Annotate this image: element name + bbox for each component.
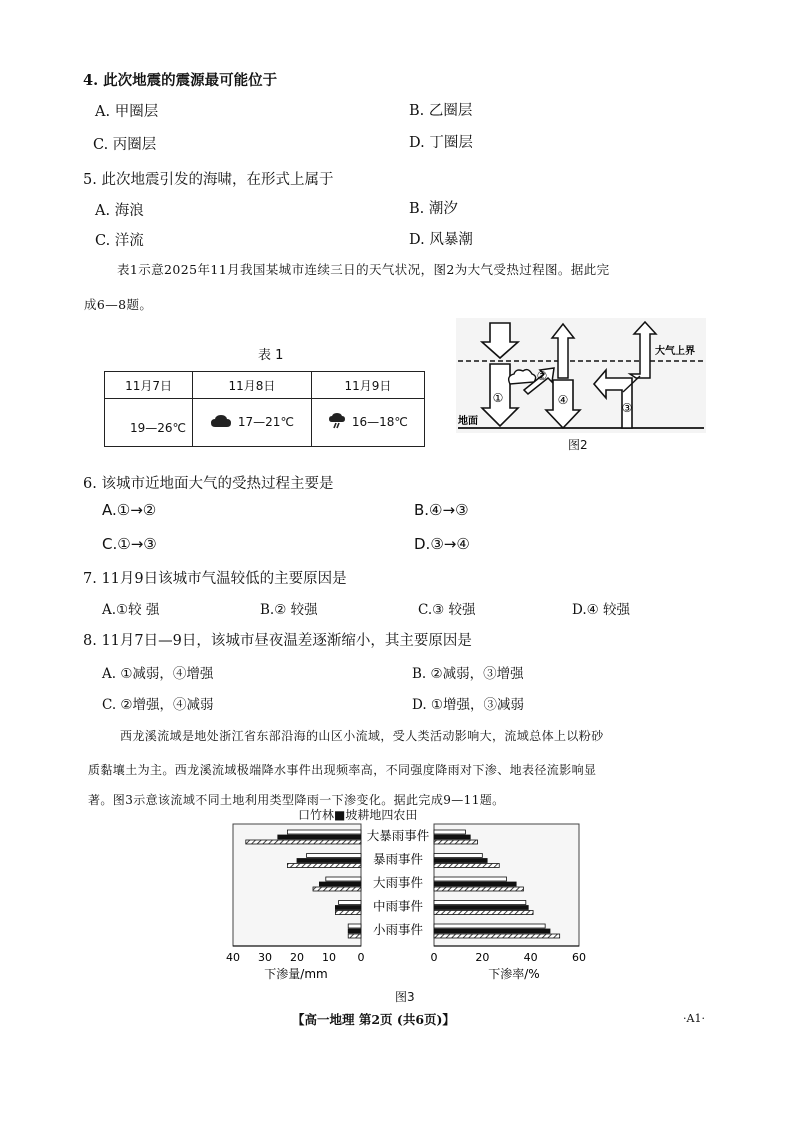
cloud-icon <box>210 413 232 432</box>
q5-option-b[interactable]: B. 潮汐 <box>409 201 458 217</box>
left-tick-30: 30 <box>258 951 272 964</box>
mark-1: ① <box>492 391 504 405</box>
q6-option-b[interactable]: B.④→③ <box>414 501 469 519</box>
q5-option-a[interactable]: A. 海浪 <box>95 203 144 219</box>
right-tick-40: 40 <box>523 951 538 964</box>
figure-3-caption: 图3 <box>395 990 415 1004</box>
bar-infiltration-rate-坡耕地-4 <box>434 929 550 933</box>
question-5-stem: 5. 此次地震引发的海啸，在形式上属于 <box>83 172 334 188</box>
q7-option-d[interactable]: D.④ 较强 <box>572 602 631 618</box>
q8-option-a[interactable]: A. ①减弱，④增强 <box>102 666 214 682</box>
event-label-3: 中雨事件 <box>372 898 424 914</box>
bar-infiltration-竹林-1 <box>307 854 361 858</box>
bar-infiltration-农田-0 <box>246 840 361 844</box>
bar-infiltration-坡耕地-0 <box>278 835 361 839</box>
q4-option-d[interactable]: D. 丁圈层 <box>409 135 473 151</box>
bar-infiltration-rate-农田-0 <box>434 840 478 844</box>
intro-paragraph-1-line-2: 成6—8题。 <box>84 297 153 312</box>
table-1-caption: 表 1 <box>258 348 284 363</box>
atmosphere-heating-diagram <box>456 318 706 433</box>
question-4-stem: 4. 此次地震的震源最可能位于 <box>83 72 278 89</box>
table-date-1: 11月7日 <box>105 372 193 399</box>
cloud-rain-icon <box>328 412 346 433</box>
figure-3-legend: 口竹林■坡耕地四农田 <box>298 808 418 822</box>
left-tick-10: 10 <box>322 951 336 964</box>
event-label-4: 小雨事件 <box>372 922 424 937</box>
intro-paragraph-2-line-3: 著。图3示意该流域不同土地利用类型降雨一下渗变化。据此完成9—11题。 <box>88 793 505 807</box>
footer-code: ·A1· <box>683 1012 705 1025</box>
mark-3: ③ <box>621 401 633 415</box>
q6-option-a[interactable]: A.①→② <box>102 501 157 519</box>
bar-infiltration-rate-农田-3 <box>434 911 533 915</box>
q8-option-d[interactable]: D. ①增强，③减弱 <box>412 697 525 713</box>
question-8-stem: 8. 11月7日—9日，该城市昼夜温差逐渐缩小，其主要原因是 <box>83 633 472 649</box>
bar-infiltration-竹林-0 <box>287 830 361 834</box>
table-date-2: 11月8日 <box>193 372 312 399</box>
bar-infiltration-rate-竹林-4 <box>434 924 545 928</box>
bar-infiltration-坡耕地-2 <box>319 882 361 886</box>
bar-infiltration-农田-2 <box>313 887 361 891</box>
atmosphere-top-label: 大气上界 <box>655 346 695 357</box>
bar-infiltration-rate-竹林-1 <box>434 854 482 858</box>
ground-label: 地面 <box>458 416 478 427</box>
q8-option-b[interactable]: B. ②减弱，③增强 <box>412 666 524 682</box>
bar-infiltration-坡耕地-1 <box>297 859 361 863</box>
bar-infiltration-农田-3 <box>335 911 361 915</box>
question-7-stem: 7. 11月9日该城市气温较低的主要原因是 <box>83 571 347 587</box>
left-tick-0: 0 <box>357 951 365 964</box>
q5-option-d[interactable]: D. 风暴潮 <box>409 232 473 248</box>
bar-infiltration-rate-农田-4 <box>434 934 560 938</box>
question-6-stem: 6. 该城市近地面大气的受热过程主要是 <box>83 476 334 492</box>
q4-option-b[interactable]: B. 乙圈层 <box>409 103 473 119</box>
left-axis-label: 下渗量/mm <box>264 967 328 981</box>
bar-infiltration-竹林-4 <box>348 924 361 928</box>
q4-option-c[interactable]: C. 丙圈层 <box>93 137 157 153</box>
infiltration-chart <box>224 820 586 988</box>
left-tick-40: 40 <box>226 951 240 964</box>
bar-infiltration-rate-坡耕地-3 <box>434 906 528 910</box>
bar-infiltration-竹林-3 <box>339 901 361 905</box>
bar-infiltration-rate-坡耕地-0 <box>434 835 470 839</box>
weather-table <box>104 371 425 447</box>
table-temp-2: 17—21℃ <box>237 415 294 429</box>
right-axis-label: 下渗率/% <box>488 967 540 981</box>
bar-infiltration-rate-农田-1 <box>434 864 499 868</box>
q6-option-c[interactable]: C.①→③ <box>102 535 157 553</box>
event-label-0: 大暴雨事件 <box>366 828 430 843</box>
intro-paragraph-2-line-2: 质黏壤土为主。西龙溪流域极端降水事件出现频率高，不同强度降雨对下渗、地表径流影响显 <box>88 763 597 777</box>
event-label-1: 暴雨事件 <box>372 851 424 867</box>
left-axis-ticks <box>226 951 365 964</box>
q6-option-d[interactable]: D.③→④ <box>414 535 470 553</box>
q5-option-c[interactable]: C. 洋流 <box>95 233 144 249</box>
q8-option-c[interactable]: C. ②增强，④减弱 <box>102 697 214 713</box>
bar-infiltration-rate-坡耕地-1 <box>434 859 487 863</box>
mark-4: ④ <box>557 393 569 407</box>
q7-option-b[interactable]: B.② 较强 <box>260 602 318 618</box>
bar-infiltration-rate-竹林-0 <box>434 830 465 834</box>
table-temp-1: 19—26℃ <box>130 420 187 435</box>
bar-infiltration-rate-竹林-3 <box>434 901 526 905</box>
intro-paragraph-1-line-1: 表1示意2025年11月我国某城市连续三日的天气状况，图2为大气受热过程图。据此完 <box>117 262 610 277</box>
footer-title: 【高一地理 第2页 (共6页)】 <box>292 1012 455 1027</box>
q7-option-c[interactable]: C.③ 较强 <box>418 602 476 618</box>
event-label-2: 大雨事件 <box>372 875 424 890</box>
bar-infiltration-农田-1 <box>287 864 361 868</box>
bar-infiltration-农田-4 <box>348 934 361 938</box>
q4-option-a[interactable]: A. 甲圈层 <box>95 104 159 120</box>
bar-infiltration-rate-竹林-2 <box>434 877 507 881</box>
figure-2-caption: 图2 <box>568 438 588 452</box>
intro-paragraph-2-line-1: 西龙溪流域是地处浙江省东部沿海的山区小流域，受人类活动影响大，流域总体上以粉砂 <box>120 729 604 743</box>
bar-infiltration-坡耕地-3 <box>335 906 361 910</box>
event-labels <box>367 828 430 937</box>
right-tick-20: 20 <box>475 951 490 964</box>
bar-infiltration-坡耕地-4 <box>348 929 361 933</box>
right-tick-0: 0 <box>430 951 438 964</box>
q7-option-a[interactable]: A.①较 强 <box>102 602 160 618</box>
right-tick-60: 60 <box>572 951 586 964</box>
left-tick-20: 20 <box>290 951 304 964</box>
mark-2: ② <box>536 369 548 383</box>
right-axis-ticks <box>431 951 587 964</box>
bar-infiltration-竹林-2 <box>326 877 361 881</box>
bar-infiltration-rate-坡耕地-2 <box>434 882 516 886</box>
table-date-3: 11月9日 <box>311 372 424 399</box>
bar-infiltration-rate-农田-2 <box>434 887 523 891</box>
table-temp-3: 16—18℃ <box>351 415 408 429</box>
